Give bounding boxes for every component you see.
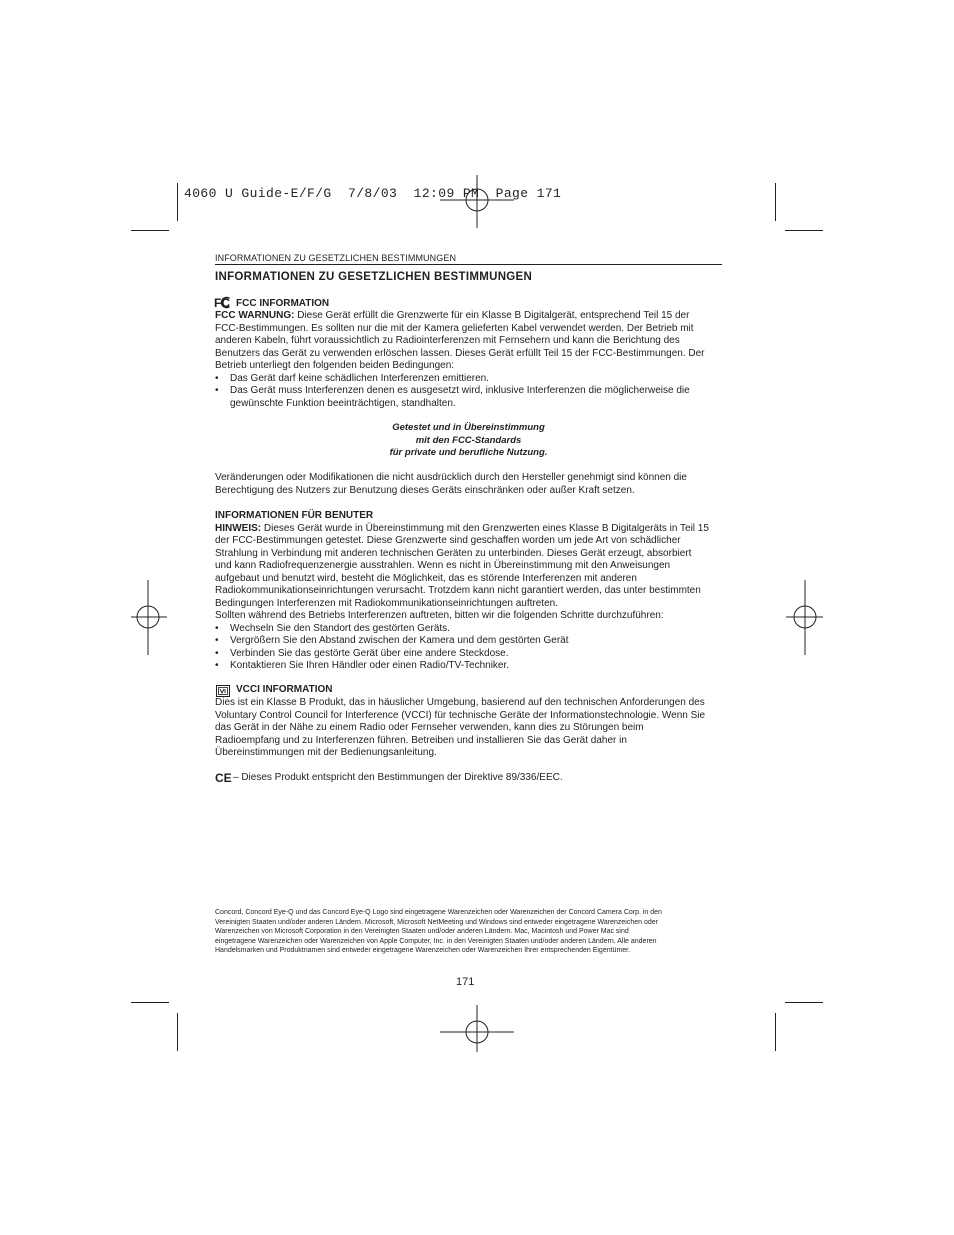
user-info-section: INFORMATIONEN FÜR BENUTER HINWEIS: Dieses Gerät wurde in Übereinstimmung mit den Grenzwerten eines Klasse B Digitalgeräts in Teil 15 der FCC-Bestimmungen getestet. Diese Grenzwerte sind geschaffen worden um jede Art von schädlicher Strahlung in Verbindung mit anderen technischen Geräten zu unterbinden. Dieses Gerät erzeugt, absorbiert und kann Radiofrequenzenergie ausstrahlen. Wenn es nicht in Übereinstimmung mit den Anweisungen aufgebaut und benutzt wird, besteht die Möglichkeit, das es störende Interferenzen mit anderen Radiokommunikationseinrichtungen verursacht. Trotzdem kann nicht garantiert werden, das unter bestimmten Bedingungen Interferenzen mit Radiokommunikationseinrichtungen auftreten. Sollten während des Betriebs Interferenzen auftreten, bitten wir die folgenden Schritte durchzuführen: • Wechseln Sie den Standort des gestörten Geräts. • Vergrößern Sie den Abstand zwischen der Kamera und dem gestörten Gerät • Verbinden Sie das gestörte Gerät über eine andere Steckdose. • Kontaktieren Sie Ihren Händler oder einen Radio/TV-Techniker.: [215, 510, 725, 673]
user-info-heading: INFORMATIONEN FÜR BENUTER: [215, 510, 374, 521]
vcci-heading: VCCI INFORMATION: [236, 684, 333, 695]
user-info-line-1: HINWEIS: Dieses Gerät wurde in Übereinstimmung mit den Grenzwerten eines Klasse B Digitalgeräts in Teil 15: [215, 522, 709, 534]
list-item: • Das Gerät muss Interferenzen denen es ausgesetzt wird, inklusive Interferenzen die möglicherweise die: [215, 385, 690, 396]
svg-text:FC: FC: [214, 296, 230, 309]
fcc-tested-statement: Getestet und in Übereinstimmung mit den FCC-Standards für private und berufliche Nutzung.: [389, 422, 548, 458]
list-item-continuation: gewünschte Funktion beeinträchtigen, standhalten.: [230, 397, 456, 409]
registration-target-right: [786, 580, 823, 655]
troubleshooting-list: [215, 623, 725, 673]
list-item: • Kontaktieren Sie Ihren Händler oder einen Radio/TV-Techniker.: [215, 660, 510, 671]
fcc-warning-label: FCC WARNUNG:: [215, 310, 295, 321]
page-title: INFORMATIONEN ZU GESETZLICHEN BESTIMMUNGEN: [215, 271, 533, 283]
ce-statement: – Dieses Produkt entspricht den Bestimmungen der Direktive 89/336/EEC.: [233, 772, 563, 783]
print-slug: 4060 U Guide-E/F/G 7/8/03 12:09 PM Page 171: [184, 186, 562, 201]
ce-mark-icon: [215, 771, 233, 789]
registration-target-bottom: [440, 1005, 514, 1052]
note-label: HINWEIS:: [215, 522, 262, 534]
fcc-line-4: Benutzers das Gerät zu verwenden erlöschen lassen. Dieses Gerät erfüllt Teil 15 der FCC-Bestimmungen. Der: [215, 347, 705, 359]
list-item: • Das Gerät darf keine schädlichen Interferenzen emittieren.: [215, 372, 490, 384]
fcc-changes-paragraph: Veränderungen oder Modifikationen die nicht ausdrücklich durch den Hersteller genehmigt sind können die Berechtigung des Nutzers zur Benutzung dieses Geräts einschränken oder außer Kraft setzen.: [215, 472, 687, 496]
running-head: INFORMATIONEN ZU GESETZLICHEN BESTIMMUNGEN: [215, 253, 457, 263]
registration-target-top: [440, 175, 514, 228]
fcc-heading: FCC INFORMATION: [236, 298, 330, 309]
list-item: • Wechseln Sie den Standort des gestörten Geräts.: [215, 622, 450, 634]
list-item: • Verbinden Sie das gestörte Gerät über eine andere Steckdose.: [215, 647, 509, 659]
trademark-notice: Concord, Concord Eye-Q und das Concord Eye-Q Logo sind eingetragene Warenzeichen oder Warenzeichen der Concord Camera Corp. in den Vereinigten Staaten und/oder anderen Ländern. Microsoft, Microsoft NetMeeting und Windows sind entweder eingetragene Warenzeichen oder Warenzeichen von Microsoft Corporation in den Vereinigten Staaten und/oder anderen Ländern. Mac, Macintosh und Power Mac sind eingetragene Warenzeichen oder Warenzeichen von Apple Computer, Inc. in den Vereinigten Staaten und/oder anderen Ländern. Alle anderen Handelsmarken und Produktnamen sind entweder eingetragene Warenzeichen oder Warenzeichen Ihrer entsprechenden Eigentümer.: [215, 909, 662, 955]
vcci-paragraph: Dies ist ein Klasse B Produkt, das in häuslicher Umgebung, basierend auf den technischen Anforderungen des Voluntary Control Council for Interference (VCCI) für technische Geräte der Informationstechnologie. Wenn Sie das Gerät in der Nähe zu einem Radio oder Fernseher verwenden, kann dies zu Störungen beim Radioempfang und zu Interferenzen führen. Betreiben und installieren Sie das Gerät daher in Übereinstimmungen mit der Bedienungsanleitung.: [215, 697, 706, 758]
fcc-warning-paragraph: [215, 310, 725, 410]
header-rule: [215, 264, 722, 265]
page-number: 171: [456, 976, 475, 988]
fcc-line-3: anderen Kabeln, führt voraussichtlich zu Radiointerferenzen mit Fernsehern und kann die Berichtung des: [215, 335, 680, 346]
fcc-line-5: Betrieb unterliegt den folgenden beiden Bedingungen:: [215, 360, 455, 371]
svg-text:CE: CE: [215, 771, 232, 784]
fcc-line-1: FCC WARNUNG: Diese Gerät erfüllt die Grenzwerte für ein Klasse B Digitalgerät, entsprechend Teil 15 der: [215, 310, 690, 321]
list-item: • Vergrößern Sie den Abstand zwischen der Kamera und dem gestörten Gerät: [215, 635, 569, 646]
fcc-line-2: FCC-Bestimmungen. Es sollten nur die mit der Kamera gelieferten Kabel verwendet werden. Der Betrieb mit: [215, 322, 694, 334]
registration-target-left: [131, 580, 167, 655]
fcc-conditions-list: [215, 373, 725, 411]
